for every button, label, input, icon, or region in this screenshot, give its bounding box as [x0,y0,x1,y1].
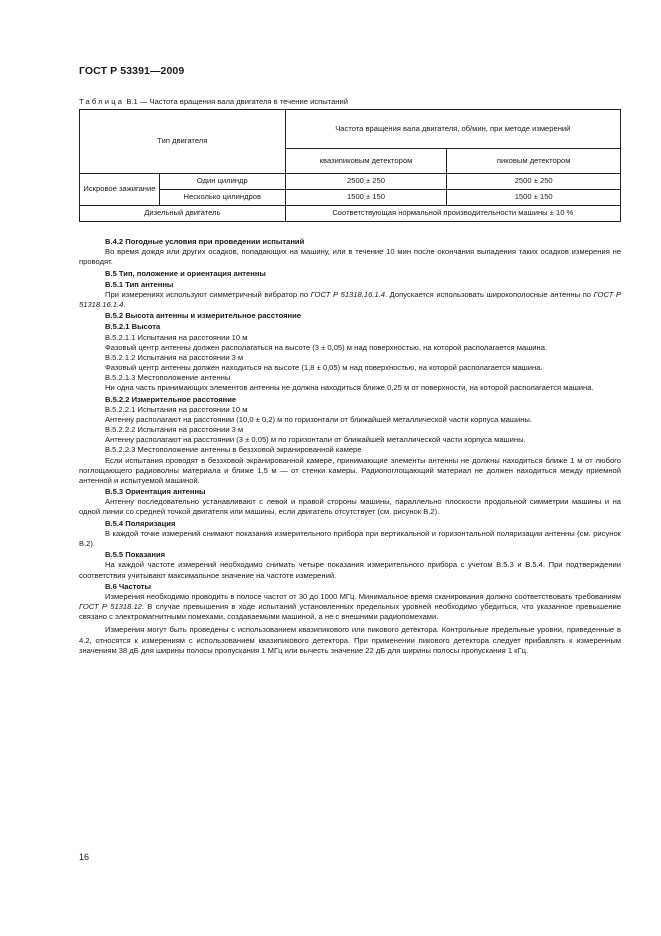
subsection-title: В.5.2.2.3 Местоположение антенны в беззховой экранированной камере [105,445,362,455]
page-number: 16 [79,852,90,862]
section-heading: В.5.4 Поляризация [105,518,176,528]
paragraph: Антенну располагают на расстоянии (3 ± 0,05) м по горизонтали от ближайшей металлической части корпуса машины. [105,435,526,445]
header-frequency: Частота вращения вала двигателя, об/мин, при методе измерений [285,110,620,149]
rpm-table [79,109,621,222]
table-caption-text: В.1 — Частота вращения вала двигателя в течение испытаний [126,97,348,106]
standard-reference: ГОСТ Р 51318.12 [79,602,142,612]
section-heading: В.5.1 Тип антенны [105,279,174,289]
document-header: ГОСТ Р 53391—2009 [79,65,185,77]
section-heading: В.5 Тип, положение и ориентация антенны [105,268,266,278]
row-label: Один цилиндр [159,174,285,190]
section-heading: В.5.2.1 Высота [105,322,161,332]
standard-reference: ГОСТ Р 51318.16.1.4 [310,289,385,299]
header-quasi-peak: квазипиковым детектором [285,149,447,174]
row-peak-value: 2500 ± 250 [447,174,621,190]
paragraph: Во время дождя или других осадков, попадающих на машину, или в течение 10 мин после окончания выпадения таких осадков измерения не проводят. [79,247,621,267]
section-heading: В.6 Частоты [105,581,151,591]
section-heading: В.5.2 Высота антенны и измерительное расстояние [105,311,302,321]
diesel-value: Соответствующая нормальной производительности машины ± 10 % [285,206,620,222]
row-peak-value: 1500 ± 150 [447,190,621,206]
paragraph: Ни одна часть принимающих элементов антенны не должна находиться ближе 0,25 м от поверхности, на которой располагается машина. [105,383,594,393]
paragraph: В каждой точке измерений снимают показания измерительного прибора при вертикальной и горизонтальной поляризации антенны (см. рисунок В.2). [79,528,621,548]
header-engine-type: Тип двигателя [80,110,286,174]
subsection-title: В.5.2.1.1 Испытания на расстоянии 10 м [105,332,248,342]
section-heading: В.5.5 Показания [105,550,166,560]
paragraph: На каждой частоте измерений необходимо снимать четыре показания измерительного прибора с учетом В.5.3 и В.5.4. При подтверждении соответствия учитывают максимальное значение на частоте измерений. [79,560,621,580]
section-heading: В.5.2.2 Измерительное расстояние [105,394,237,404]
subsection-title: В.5.2.2.2 Испытания на расстоянии 3 м [105,425,244,435]
paragraph: Фазовый центр антенны должен располагаться на высоте (3 ± 0,05) м над поверхностью, на которой располагается машина. [105,342,548,352]
paragraph: Антенну располагают на расстоянии (10,0 ± 0,2) м по горизонтали от ближайшей металлической части корпуса машины. [105,414,532,424]
subsection-title: В.5.2.1.2 Испытания на расстоянии 3 м [105,352,244,362]
paragraph: При измерениях используют симметричный вибратор по ГОСТ Р 51318.16.1.4. Допускается использовать широкополосные антенны по ГОСТ Р 51318.16.1.4. [79,289,621,310]
row-quasi-value: 1500 ± 150 [285,190,447,206]
section-heading: В.5.3 Ориентация антенны [105,487,206,497]
paragraph: Если испытания проводят в беззховой экранированной камере, принимающие элементы антенны не должны находиться ближе 1 м от любого поглощающего радиоволны материала и ближе 1,5 м — от стенки камеры. Радиопоглощающий материал не должен находиться между приемной антенной и испытуемой машиной. [79,455,621,485]
table-caption-word: Таблица [79,97,125,106]
table-caption [79,97,348,107]
paragraph: Измерения могут быть проведены с использованием квазипикового или пикового детектора. Контрольные предельные уровни, приведенные в 4.2, относятся к измерениям с использованием квазипикового детектора. При применении пикового детектора следует прибавлять к измеренным значениям 38 дБ для ширины полосы пропускания 1 МГц или вычесть значение 22 дБ для ширины полосы пропускания 1 кГц. [79,625,621,655]
row-label: Несколько цилиндров [159,190,285,206]
subsection-title: В.5.2.2.1 Испытания на расстоянии 10 м [105,404,248,414]
paragraph: Антенну последовательно устанавливают с левой и правой стороны машины, параллельно плоскости продольной симметрии машины и на одной линии со средней точкой двигателя или машины, если двигатель отсутствует (см. рисунок В.2). [79,497,621,517]
paragraph: Фазовый центр антенны должен находиться на высоте (1,8 ± 0,05) м над поверхностью, на которой располагается машина. [105,363,543,373]
standard-reference: ГОСТ Р 51318.16.1.4 [79,289,621,310]
row-quasi-value: 2500 ± 250 [285,174,447,190]
header-peak: пиковым детектором [447,149,621,174]
body-text [79,236,621,656]
spark-ignition-label: Искровое зажигание [80,174,160,206]
section-heading: В.4.2 Погодные условия при проведении испытаний [105,237,305,246]
subsection-title: В.5.2.1.3 Местоположение антенны [105,373,231,383]
paragraph: Измерения необходимо проводить в полосе частот от 30 до 1000 МГц. Минимальное время сканирования должно соответствовать требованиям ГОСТ Р 51318.12. В случае превышения в ходе испытаний установленных предельных уровней необходимо убедиться, что указанное превышение связано с электромагнитными помехами, создаваемыми машиной, а не с внешними радиопомехами. [79,591,621,622]
diesel-label: Дизельный двигатель [80,206,286,222]
